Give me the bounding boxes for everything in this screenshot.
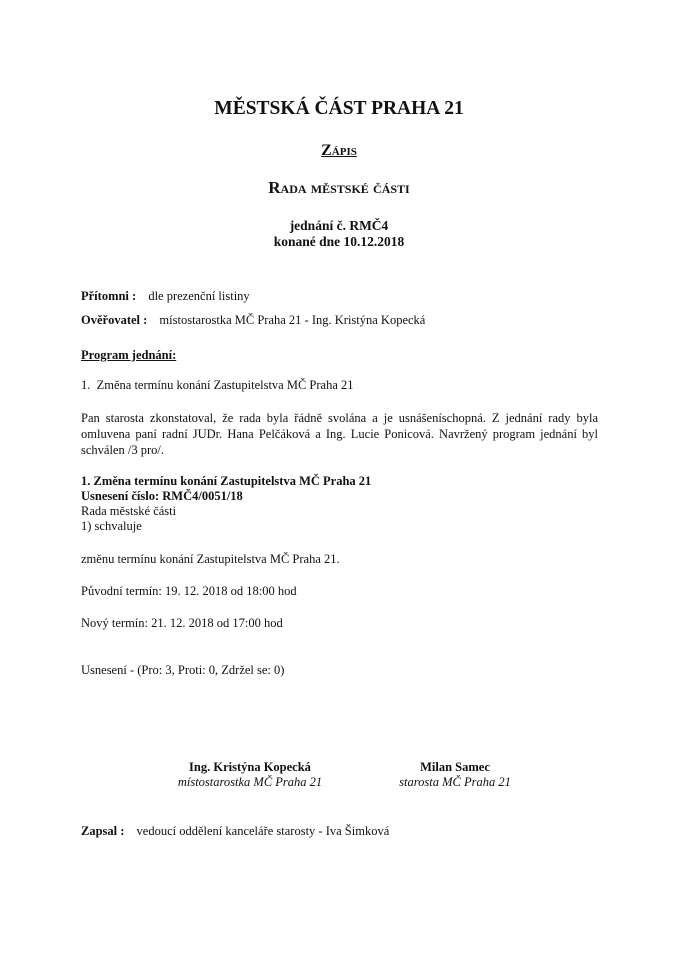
present-value: dle prezenční listiny xyxy=(148,289,250,303)
signatory-name: Ing. Kristýna Kopecká xyxy=(189,760,311,774)
meeting-info xyxy=(0,218,678,250)
new-date: Nový termín: 21. 12. 2018 od 17:00 hod xyxy=(81,616,283,630)
present-row xyxy=(81,289,250,304)
signature-mayor xyxy=(370,760,540,790)
program-item: 1. Změna termínu konání Zastupitelstva MČ Praha 21 xyxy=(81,378,354,392)
signatory-role: místostarostka MČ Praha 21 xyxy=(177,775,323,789)
present-label: Přítomni : xyxy=(81,289,137,303)
resolution-number: Usnesení číslo: RMČ4/0051/18 xyxy=(81,489,243,503)
meeting-date: konané dne 10.12.2018 xyxy=(273,234,405,249)
verifier-row xyxy=(81,313,425,328)
recorded-by-row xyxy=(81,824,389,839)
original-date: Původní termín: 19. 12. 2018 od 18:00 hod xyxy=(81,584,297,598)
vote-result: Usnesení - (Pro: 3, Proti: 0, Zdržel se: 0) xyxy=(81,663,285,677)
signatory-role: starosta MČ Praha 21 xyxy=(399,775,511,789)
resolution-action: 1) schvaluje xyxy=(81,519,142,533)
verifier-label: Ověřovatel : xyxy=(81,313,148,327)
resolution-body: Rada městské části xyxy=(81,504,177,518)
resolution-title: 1. Změna termínu konání Zastupitelstva MČ Praha 21 xyxy=(81,474,372,488)
signature-deputy-mayor xyxy=(150,760,350,790)
signatory-name: Milan Samec xyxy=(420,760,490,774)
document-type: Zápis xyxy=(321,142,357,159)
recorded-by-value: vedoucí oddělení kanceláře starosty - Iva Šimková xyxy=(136,824,390,838)
resolution-text: změnu termínu konání Zastupitelstva MČ Praha 21. xyxy=(81,552,340,566)
council-name: Rada městské části xyxy=(268,178,410,197)
intro-paragraph: Pan starosta zkonstatoval, že rada byla řádně svolána a je usnášeníschopná. Z jednání rady byla omluvena paní radní JUDr. Hana Pelčáková a Ing. Lucie Ponicová. Navržený program jednání byl schválen /3 pro/. xyxy=(81,411,598,457)
recorded-by-label: Zapsal : xyxy=(81,824,125,838)
verifier-value: místostarostka MČ Praha 21 - Ing. Kristýna Kopecká xyxy=(159,313,426,327)
municipality-title: MĚSTSKÁ ČÁST PRAHA 21 xyxy=(214,98,464,119)
program-heading: Program jednání: xyxy=(81,348,177,362)
meeting-number: jednání č. RMČ4 xyxy=(289,218,389,233)
